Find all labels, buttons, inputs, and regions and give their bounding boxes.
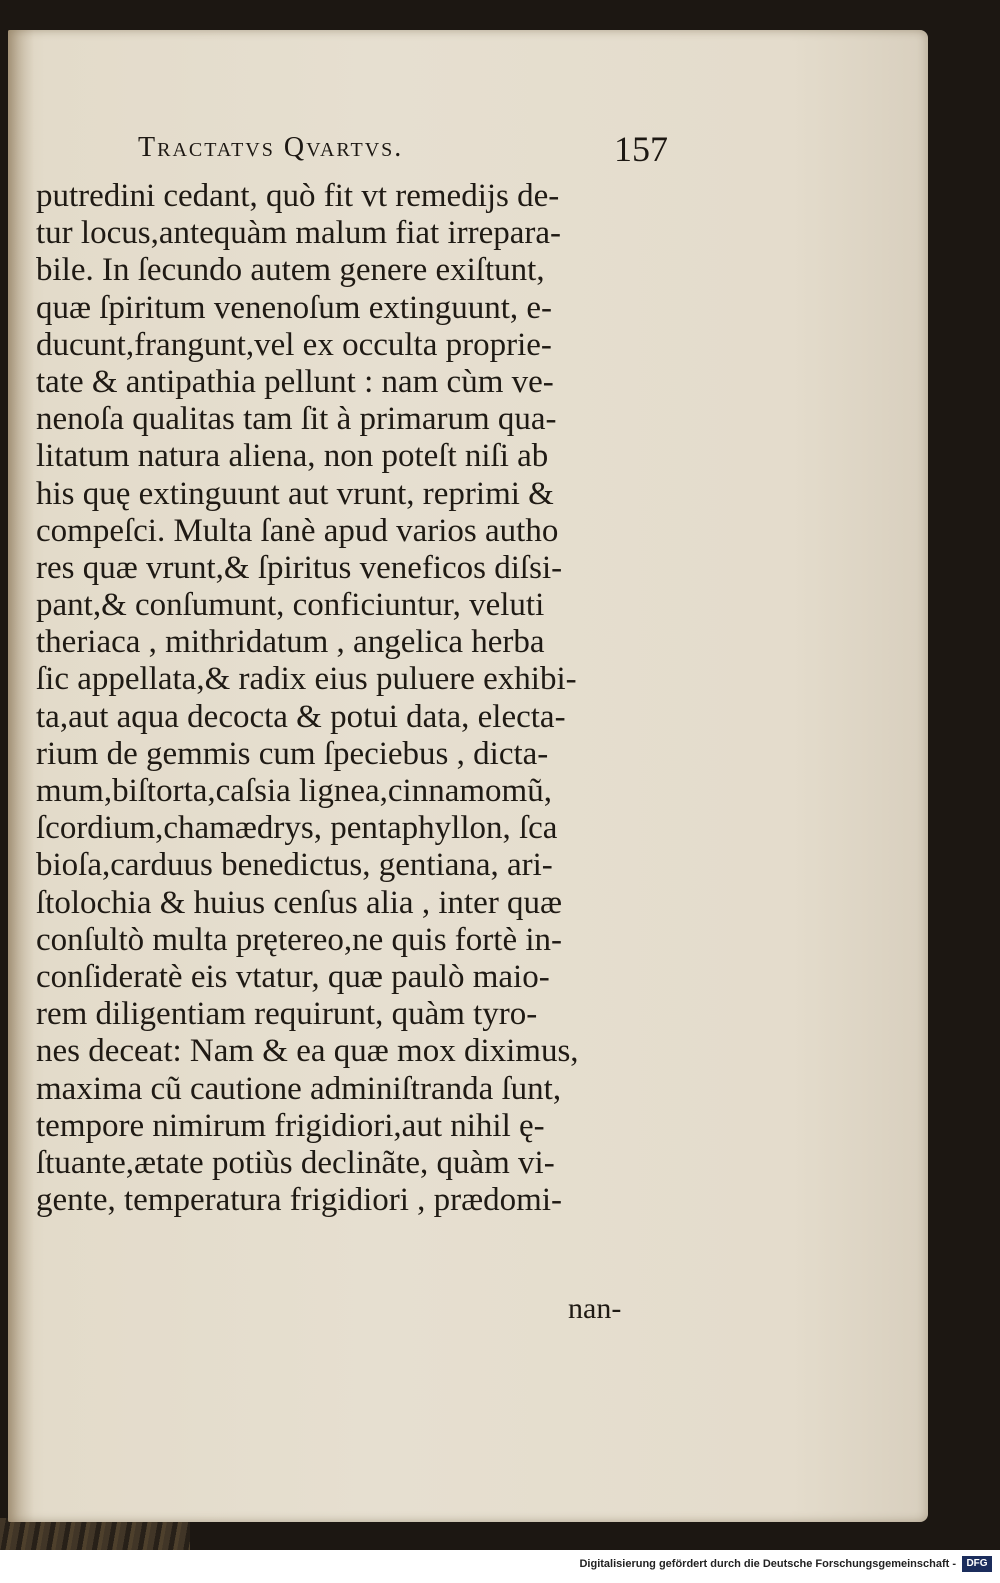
dfg-logo: DFG bbox=[962, 1556, 992, 1572]
text-line: ſtolochia & huius cenſus alia , inter quæ bbox=[36, 884, 563, 921]
text-line: nenoſa qualitas tam ſit à primarum qua- bbox=[36, 401, 557, 438]
text-line: maxima cũ cautione adminiſtranda ſunt, bbox=[36, 1070, 562, 1107]
text-line: nes deceat: Nam & ea quæ mox diximus, bbox=[36, 1033, 579, 1070]
digitization-credit: Digitalisierung gefördert durch die Deutsche Forschungsgemeinschaft - bbox=[579, 1558, 956, 1570]
text-line: conſultò multa prętereo,ne quis fortè in- bbox=[36, 921, 563, 958]
running-title: Tractatvs Qvartvs. bbox=[138, 132, 404, 163]
text-line: mum,biſtorta,caſsia lignea,cinnamomũ, bbox=[36, 773, 552, 809]
page-number: 157 bbox=[614, 129, 668, 169]
text-line: gente, temperatura frigidiori , prædomi- bbox=[36, 1182, 563, 1219]
text-line: conſideratè eis vtatur, quæ paulò maio- bbox=[36, 958, 550, 995]
text-line: tate & antipathia pellunt : nam cùm ve- bbox=[36, 363, 554, 400]
text-line: res quæ vrunt,& ſpiritus veneficos diſsi- bbox=[36, 549, 563, 586]
text-line: ſtuante,ætate potiùs declinãte, quàm vi- bbox=[36, 1144, 555, 1181]
text-line: theriaca , mithridatum , angelica herba bbox=[36, 624, 545, 661]
text-line: tempore nimirum frigidiori,aut nihil ę- bbox=[36, 1107, 545, 1144]
text-line: ta,aut aqua decocta & potui data, electa- bbox=[36, 698, 566, 735]
text-line: his quę extinguunt aut vrunt, reprimi & bbox=[36, 475, 554, 512]
page-header bbox=[138, 129, 668, 176]
text-line: ſcordium,chamædrys, pentaphyllon, ſca bbox=[36, 810, 558, 847]
body-text bbox=[36, 178, 676, 1219]
text-line: pant,& conſumunt, conficiuntur, veluti bbox=[36, 587, 545, 624]
text-line: putredini cedant, quò fit vt remedijs de- bbox=[36, 178, 560, 214]
text-line: bile. In ſecundo autem genere exiſtunt, bbox=[36, 252, 545, 289]
text-line: rium de gemmis cum ſpeciebus , dicta- bbox=[36, 735, 549, 772]
text-line: bioſa,carduus benedictus, gentiana, ari- bbox=[36, 847, 553, 884]
text-line: litatum natura aliena, non poteſt niſi ab bbox=[36, 438, 549, 475]
text-line: tur locus,antequàm malum fiat irrepara- bbox=[36, 215, 562, 252]
text-line: quæ ſpiritum venenoſum extinguunt, e- bbox=[36, 289, 553, 326]
text-line: ducunt,frangunt,vel ex occulta proprie- bbox=[36, 326, 552, 363]
catchword: nan- bbox=[568, 1292, 622, 1325]
text-line: compeſci. Multa ſanè apud varios autho bbox=[36, 512, 559, 549]
book-page bbox=[8, 30, 928, 1522]
text-line: rem diligentiam requirunt, quàm tyro- bbox=[36, 996, 538, 1033]
text-line: ſic appellata,& radix eius puluere exhibi- bbox=[36, 661, 577, 698]
